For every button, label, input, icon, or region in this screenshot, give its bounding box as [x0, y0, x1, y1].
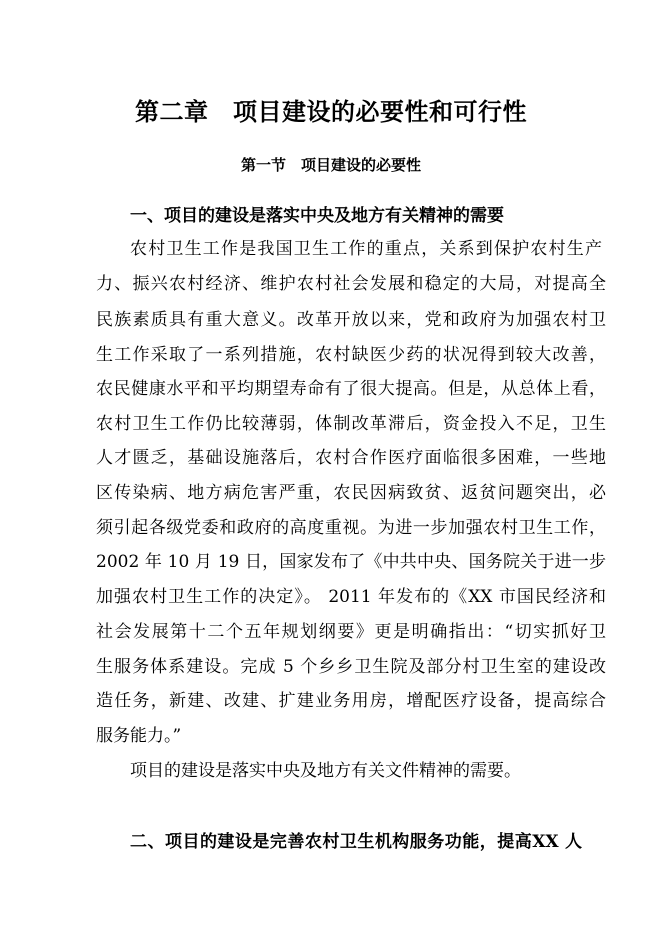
paragraph-line: 人才匮乏，基础设施落后，农村合作医疗面临很多困难，一些地: [96, 448, 606, 468]
paragraph-line: 须引起各级党委和政府的高度重视。为进一步加强农村卫生工作，: [96, 518, 606, 538]
paragraph-line: 加强农村卫生工作的决定》。 2011 年发布的《XX 市国民经济和: [96, 587, 606, 607]
heading-2: 二、项目的建设是完善农村卫生机构服务功能，提高XX 人: [130, 832, 582, 852]
paragraph-line: 生工作采取了一系列措施，农村缺医少药的状况得到较大改善，: [96, 345, 606, 365]
paragraph-line: 社会发展第十二个五年规划纲要》更是明确指出：“切实抓好卫: [96, 622, 606, 642]
paragraph-line: 服务能力。”: [96, 726, 182, 746]
paragraph-line: 生服务体系建设。完成 5 个乡乡卫生院及部分村卫生室的建设改: [96, 657, 606, 677]
paragraph-2: 项目的建设是落实中央及地方有关文件精神的需要。: [130, 761, 521, 781]
paragraph-line: 造任务，新建、改建、扩建业务用房，增配医疗设备，提高综合: [96, 691, 606, 711]
paragraph-line: 区传染病、地方病危害严重，农民因病致贫、返贫问题突出，必: [96, 483, 606, 503]
paragraph-line: 力、振兴农村经济、维护农村社会发展和稳定的大局，对提高全: [96, 274, 606, 294]
paragraph-line: 2002 年 10 月 19 日，国家发布了《中共中央、国务院关于进一步: [96, 552, 606, 572]
chapter-title: 第二章 项目建设的必要性和可行性: [135, 97, 527, 126]
paragraph-line: 农民健康水平和平均期望寿命有了很大提高。但是，从总体上看，: [96, 379, 606, 399]
paragraph-line: 民族素质具有重大意义。改革开放以来，党和政府为加强农村卫: [96, 310, 606, 330]
heading-1: 一、项目的建设是落实中央及地方有关精神的需要: [130, 206, 504, 226]
paragraph-line: 农村卫生工作仍比较薄弱，体制改革滞后，资金投入不足，卫生: [96, 414, 606, 434]
paragraph-line: 农村卫生工作是我国卫生工作的重点，关系到保护农村生产: [130, 239, 602, 259]
section-title: 第一节 项目建设的必要性: [240, 156, 421, 174]
